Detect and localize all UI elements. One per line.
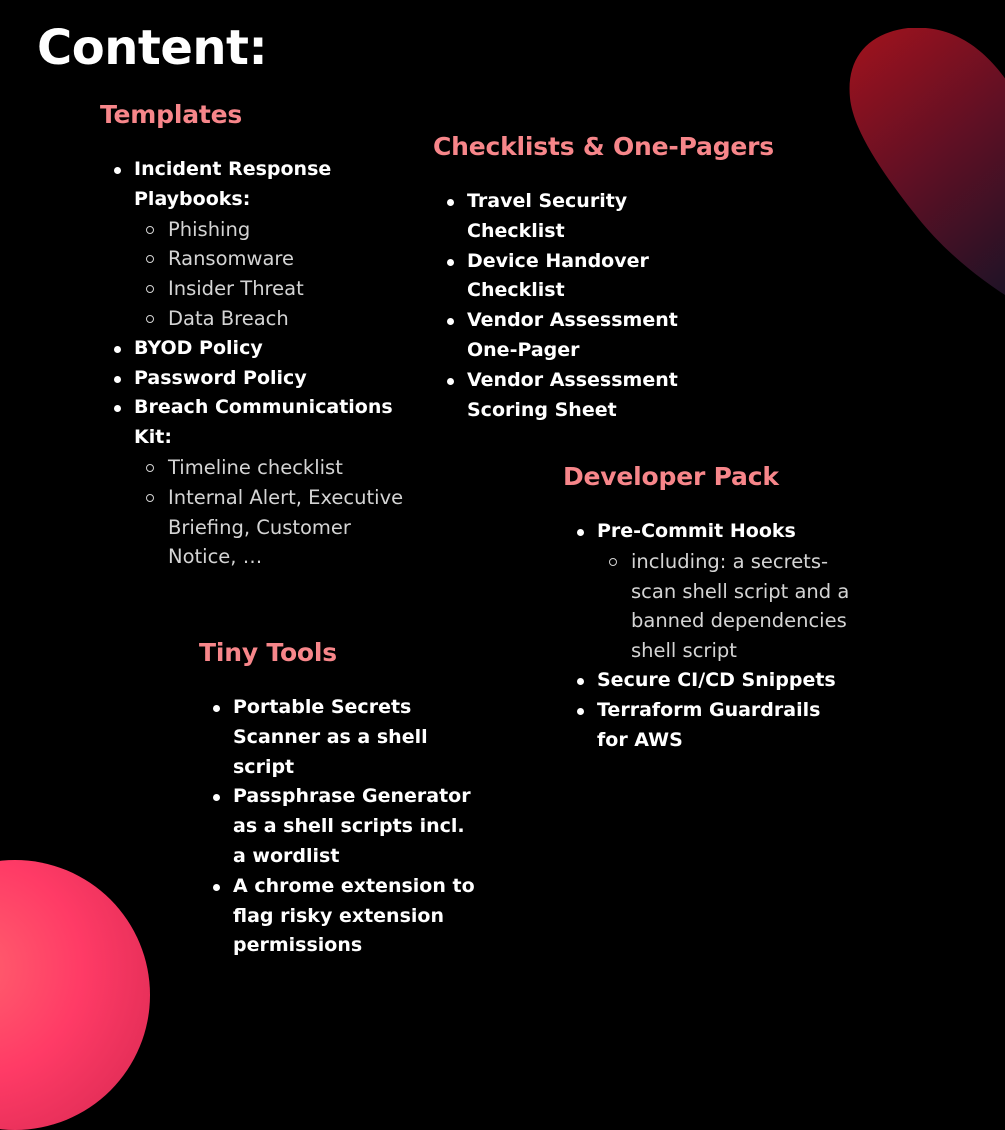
bullet-dot	[577, 708, 584, 715]
list-item-label: Device Handover Checklist	[467, 249, 649, 302]
sub-list-item	[134, 304, 420, 334]
list-item	[433, 247, 667, 307]
sub-list-item-label: Data Breach	[168, 306, 289, 330]
sub-list-item	[134, 215, 420, 245]
list-item-label: Portable Secrets Scanner as a shell script	[233, 696, 428, 778]
sub-list-item-label: Ransomware	[168, 247, 294, 271]
list-item	[433, 187, 717, 247]
list-item	[563, 517, 873, 666]
list-item-label: Pre-Commit Hooks	[597, 520, 796, 542]
list-item	[100, 393, 420, 572]
bullet-dot	[213, 884, 220, 891]
list-item-label: BYOD Policy	[134, 336, 263, 359]
bullet-ring	[146, 255, 154, 263]
bullet-dot	[577, 529, 584, 536]
bullet-ring	[146, 315, 154, 323]
sub-list	[134, 215, 420, 334]
bullet-dot	[114, 346, 121, 353]
section-developer-pack	[563, 462, 873, 755]
sub-list-item	[134, 244, 420, 274]
bullet-ring	[146, 285, 154, 293]
list-item-label: Secure CI/CD Snippets	[597, 668, 836, 691]
list-item-label: Terraform Guardrails for AWS	[597, 698, 821, 751]
list-item	[199, 872, 478, 961]
list-item-label: Vendor Assessment Scoring Sheet	[467, 368, 678, 421]
bullet-dot	[447, 199, 454, 206]
sub-list-item-label: Internal Alert, Executive Briefing, Customer Notice, …	[168, 485, 404, 569]
list-item	[199, 693, 493, 782]
section-tiny-tools	[199, 638, 499, 961]
sub-list-item	[134, 453, 420, 483]
bullet-dot	[447, 318, 454, 325]
sub-list-item-label: Timeline checklist	[168, 455, 343, 479]
checklists-list	[433, 187, 813, 425]
list-item	[100, 364, 420, 394]
bullet-dot	[114, 167, 121, 174]
list-item-label: A chrome extension to flag risky extension permissions	[233, 874, 475, 957]
sub-list-item	[134, 483, 420, 572]
list-item	[433, 366, 697, 426]
bullet-dot	[577, 678, 584, 685]
bullet-dot	[447, 378, 454, 385]
list-item	[563, 696, 857, 756]
sub-list-item-label: Insider Threat	[168, 277, 304, 301]
sub-list	[134, 453, 420, 572]
bullet-ring	[609, 558, 617, 566]
bullet-ring	[146, 226, 154, 234]
list-item-label: Password Policy	[134, 366, 307, 389]
list-item-label: Vendor Assessment One-Pager	[467, 309, 678, 361]
sub-list-item-label: including: a secrets-scan shell script and a banned dependencies shell script	[631, 549, 850, 663]
sub-list	[597, 547, 873, 666]
templates-list	[100, 155, 420, 572]
page-title: Content:	[37, 20, 268, 76]
developer-list	[563, 517, 873, 755]
list-item	[100, 155, 420, 334]
list-item-label: Incident Response Playbooks:	[134, 158, 332, 210]
tiny-tools-list	[199, 693, 499, 961]
list-item	[199, 782, 478, 871]
list-item	[433, 306, 697, 366]
list-item-label: Travel Security Checklist	[467, 190, 628, 242]
list-item	[100, 334, 420, 364]
decorative-blob-top-right	[848, 28, 1005, 328]
list-item	[563, 666, 873, 696]
section-heading-checklists: Checklists & One-Pagers	[433, 132, 774, 161]
bullet-dot	[213, 705, 220, 712]
bullet-dot	[213, 794, 220, 801]
section-heading-templates: Templates	[100, 100, 243, 129]
section-templates	[100, 100, 420, 572]
section-checklists	[433, 132, 813, 425]
bullet-ring	[146, 464, 154, 472]
bullet-ring	[146, 494, 154, 502]
section-heading-developer-pack: Developer Pack	[563, 462, 779, 491]
sub-list-item-label: Phishing	[168, 217, 251, 241]
bullet-dot	[114, 405, 121, 412]
section-heading-tiny-tools: Tiny Tools	[199, 638, 337, 667]
decorative-blob-bottom-left	[0, 860, 150, 1130]
sub-list-item	[597, 547, 861, 666]
bullet-dot	[447, 259, 454, 266]
sub-list-item	[134, 274, 420, 304]
list-item-label: Breach Communications Kit:	[134, 396, 393, 449]
bullet-dot	[114, 376, 121, 383]
list-item-label: Passphrase Generator as a shell scripts incl. a wordlist	[233, 785, 471, 867]
